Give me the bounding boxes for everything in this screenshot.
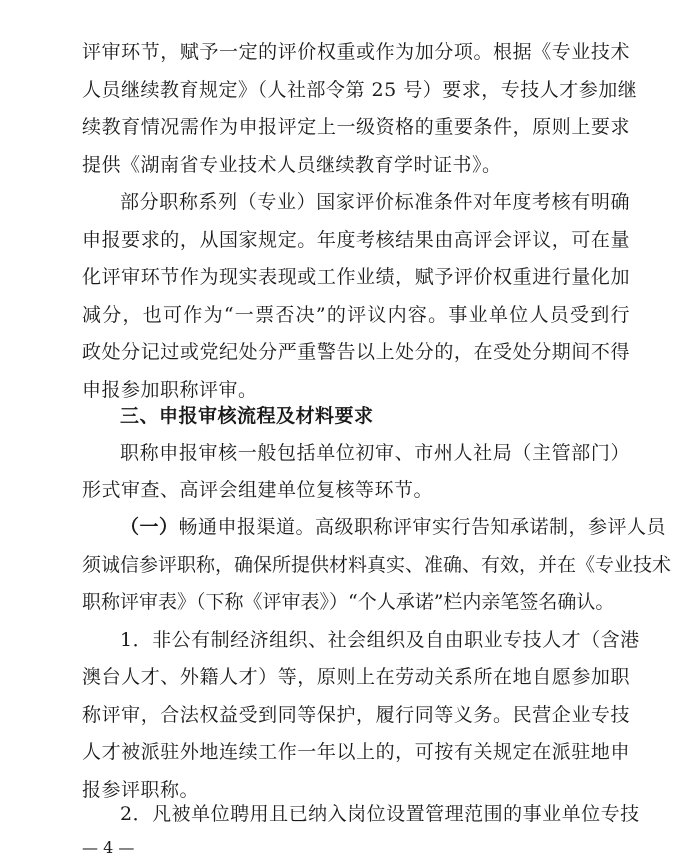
paragraph-line: 评审环节，赋予一定的评价权重或作为加分项。根据《专业技术 (82, 41, 630, 63)
paragraph-line: 称评审，合法权益受到同等保护，履行同等义务。民营企业专技 (82, 704, 630, 726)
paragraph-line: 2．凡被单位聘用且已纳入岗位设置管理范围的事业单位专技 (120, 803, 640, 825)
paragraph-line: 1．非公有制经济组织、社会组织及自由职业专技人才（含港 (120, 629, 640, 651)
paragraph-line: 须诚信参评职称，确保所提供材料真实、准确、有效，并在《专业技术 (82, 554, 672, 576)
paragraph-line: 澳台人才、外籍人才）等，原则上在劳动关系所在地自愿参加职 (82, 666, 630, 688)
paragraph-line: 提供《湖南省专业技术人员继续教育学时证书》。 (82, 154, 502, 176)
paragraph-line: 人才被派驻外地连续工作一年以上的，可按有关规定在派驻地申 (82, 741, 630, 763)
paragraph-line: 续教育情况需作为申报评定上一级资格的重要条件，原则上要求 (82, 116, 630, 138)
subsection-heading: （一） (120, 516, 179, 538)
paragraph-line: 人员继续教育规定》（人社部令第 25 号）要求，专技人才参加继 (82, 79, 638, 101)
paragraph-line: 减分，也可作为“一票否决”的评议内容。事业单位人员受到行 (82, 304, 630, 326)
paragraph-line: 化评审环节作为现实表现或工作业绩，赋予评价权重进行量化加 (82, 266, 630, 288)
paragraph-line: 申报要求的，从国家规定。年度考核结果由高评会评议，可在量 (82, 229, 630, 251)
section-heading: 三、申报审核流程及材料要求 (120, 405, 374, 427)
page-number: — 4 — (82, 838, 135, 857)
subsection-line (120, 513, 667, 541)
paragraph-line: 职称评审表》（下称《评审表》）“个人承诺”栏内亲笔签名确认。 (82, 591, 615, 613)
paragraph-line: 形式审查、高评会组建单位复核等环节。 (82, 479, 434, 501)
subsection-text: 畅通申报渠道。高级职称评审实行告知承诺制，参评人员 (178, 516, 667, 538)
paragraph-line: 部分职称系列（专业）国家评价标准条件对年度考核有明确 (120, 191, 630, 213)
paragraph-line: 职称申报审核一般包括单位初审、市州人社局（主管部门） (120, 442, 630, 464)
paragraph-line: 报参评职称。 (82, 779, 200, 801)
paragraph-line: 申报参加职称评审。 (82, 379, 258, 401)
paragraph-line: 政处分记过或党纪处分严重警告以上处分的，在受处分期间不得 (82, 341, 630, 363)
